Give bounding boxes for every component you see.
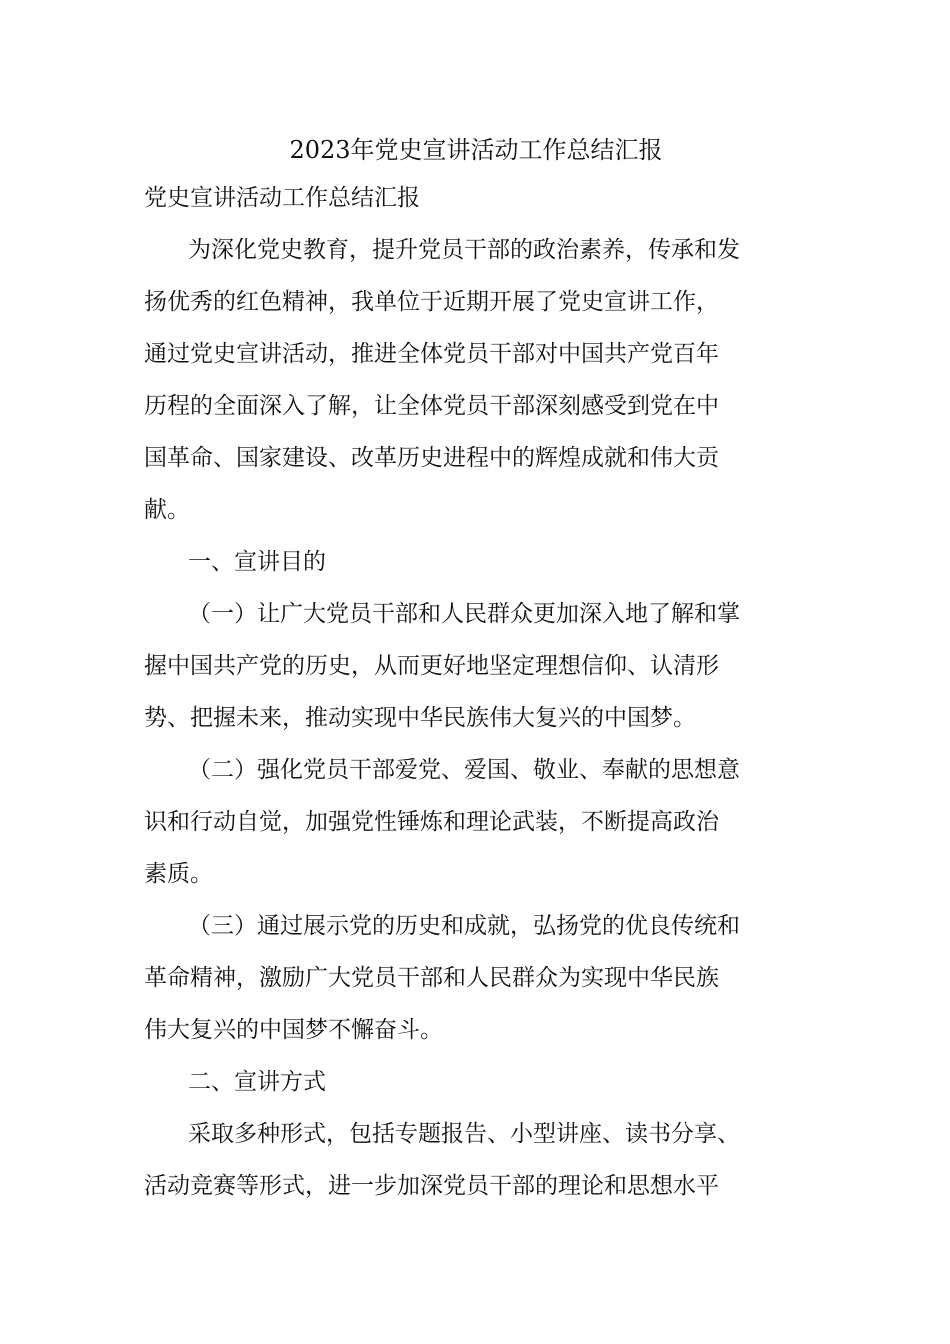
intro-paragraph (144, 224, 808, 536)
purpose-item-2-line: 识和行动自觉，加强党性锤炼和理论武装，不断提高政治 (144, 809, 719, 835)
intro-line: 历程的全面深入了解，让全体党员干部深刻感受到党在中 (144, 393, 719, 419)
intro-line: 为深化党史教育，提升党员干部的政治素养，传承和发 (188, 237, 740, 263)
purpose-item-3-line: （三）通过展示党的历史和成就，弘扬党的优良传统和 (188, 913, 740, 939)
document-subtitle: 党史宣讲活动工作总结汇报 (144, 185, 420, 211)
purpose-item-1-line: 势、把握未来，推动实现中华民族伟大复兴的中国梦。 (144, 705, 696, 731)
document-title: 2023年党史宣讲活动工作总结汇报 (289, 136, 663, 164)
purpose-item-1-line: （一）让广大党员干部和人民群众更加深入地了解和掌 (188, 601, 740, 627)
intro-line: 通过党史宣讲活动，推进全体党员干部对中国共产党百年 (144, 341, 719, 367)
purpose-item-3-line: 革命精神，激励广大党员干部和人民群众为实现中华民族 (144, 965, 719, 991)
purpose-item-3-line: 伟大复兴的中国梦不懈奋斗。 (144, 1017, 443, 1043)
purpose-item-2-line: 素质。 (144, 861, 213, 887)
purpose-item-3 (144, 900, 808, 1056)
document-body (144, 128, 808, 1212)
method-paragraph (144, 1108, 808, 1212)
method-line: 采取多种形式，包括专题报告、小型讲座、读书分享、 (188, 1121, 740, 1147)
method-line: 活动竞赛等形式，进一步加深党员干部的理论和思想水平 (144, 1173, 719, 1199)
intro-line: 国革命、国家建设、改革历史进程中的辉煌成就和伟大贡 (144, 445, 719, 471)
section-heading-purpose: 一、宣讲目的 (188, 549, 326, 575)
purpose-item-2 (144, 744, 808, 900)
purpose-item-1-line: 握中国共产党的历史，从而更好地坚定理想信仰、认清形 (144, 653, 719, 679)
purpose-item-2-line: （二）强化党员干部爱党、爱国、敬业、奉献的思想意 (188, 757, 740, 783)
purpose-item-1 (144, 588, 808, 744)
section-heading-method: 二、宣讲方式 (188, 1069, 326, 1095)
intro-line: 扬优秀的红色精神，我单位于近期开展了党史宣讲工作， (144, 289, 719, 315)
intro-line: 献。 (144, 497, 190, 523)
